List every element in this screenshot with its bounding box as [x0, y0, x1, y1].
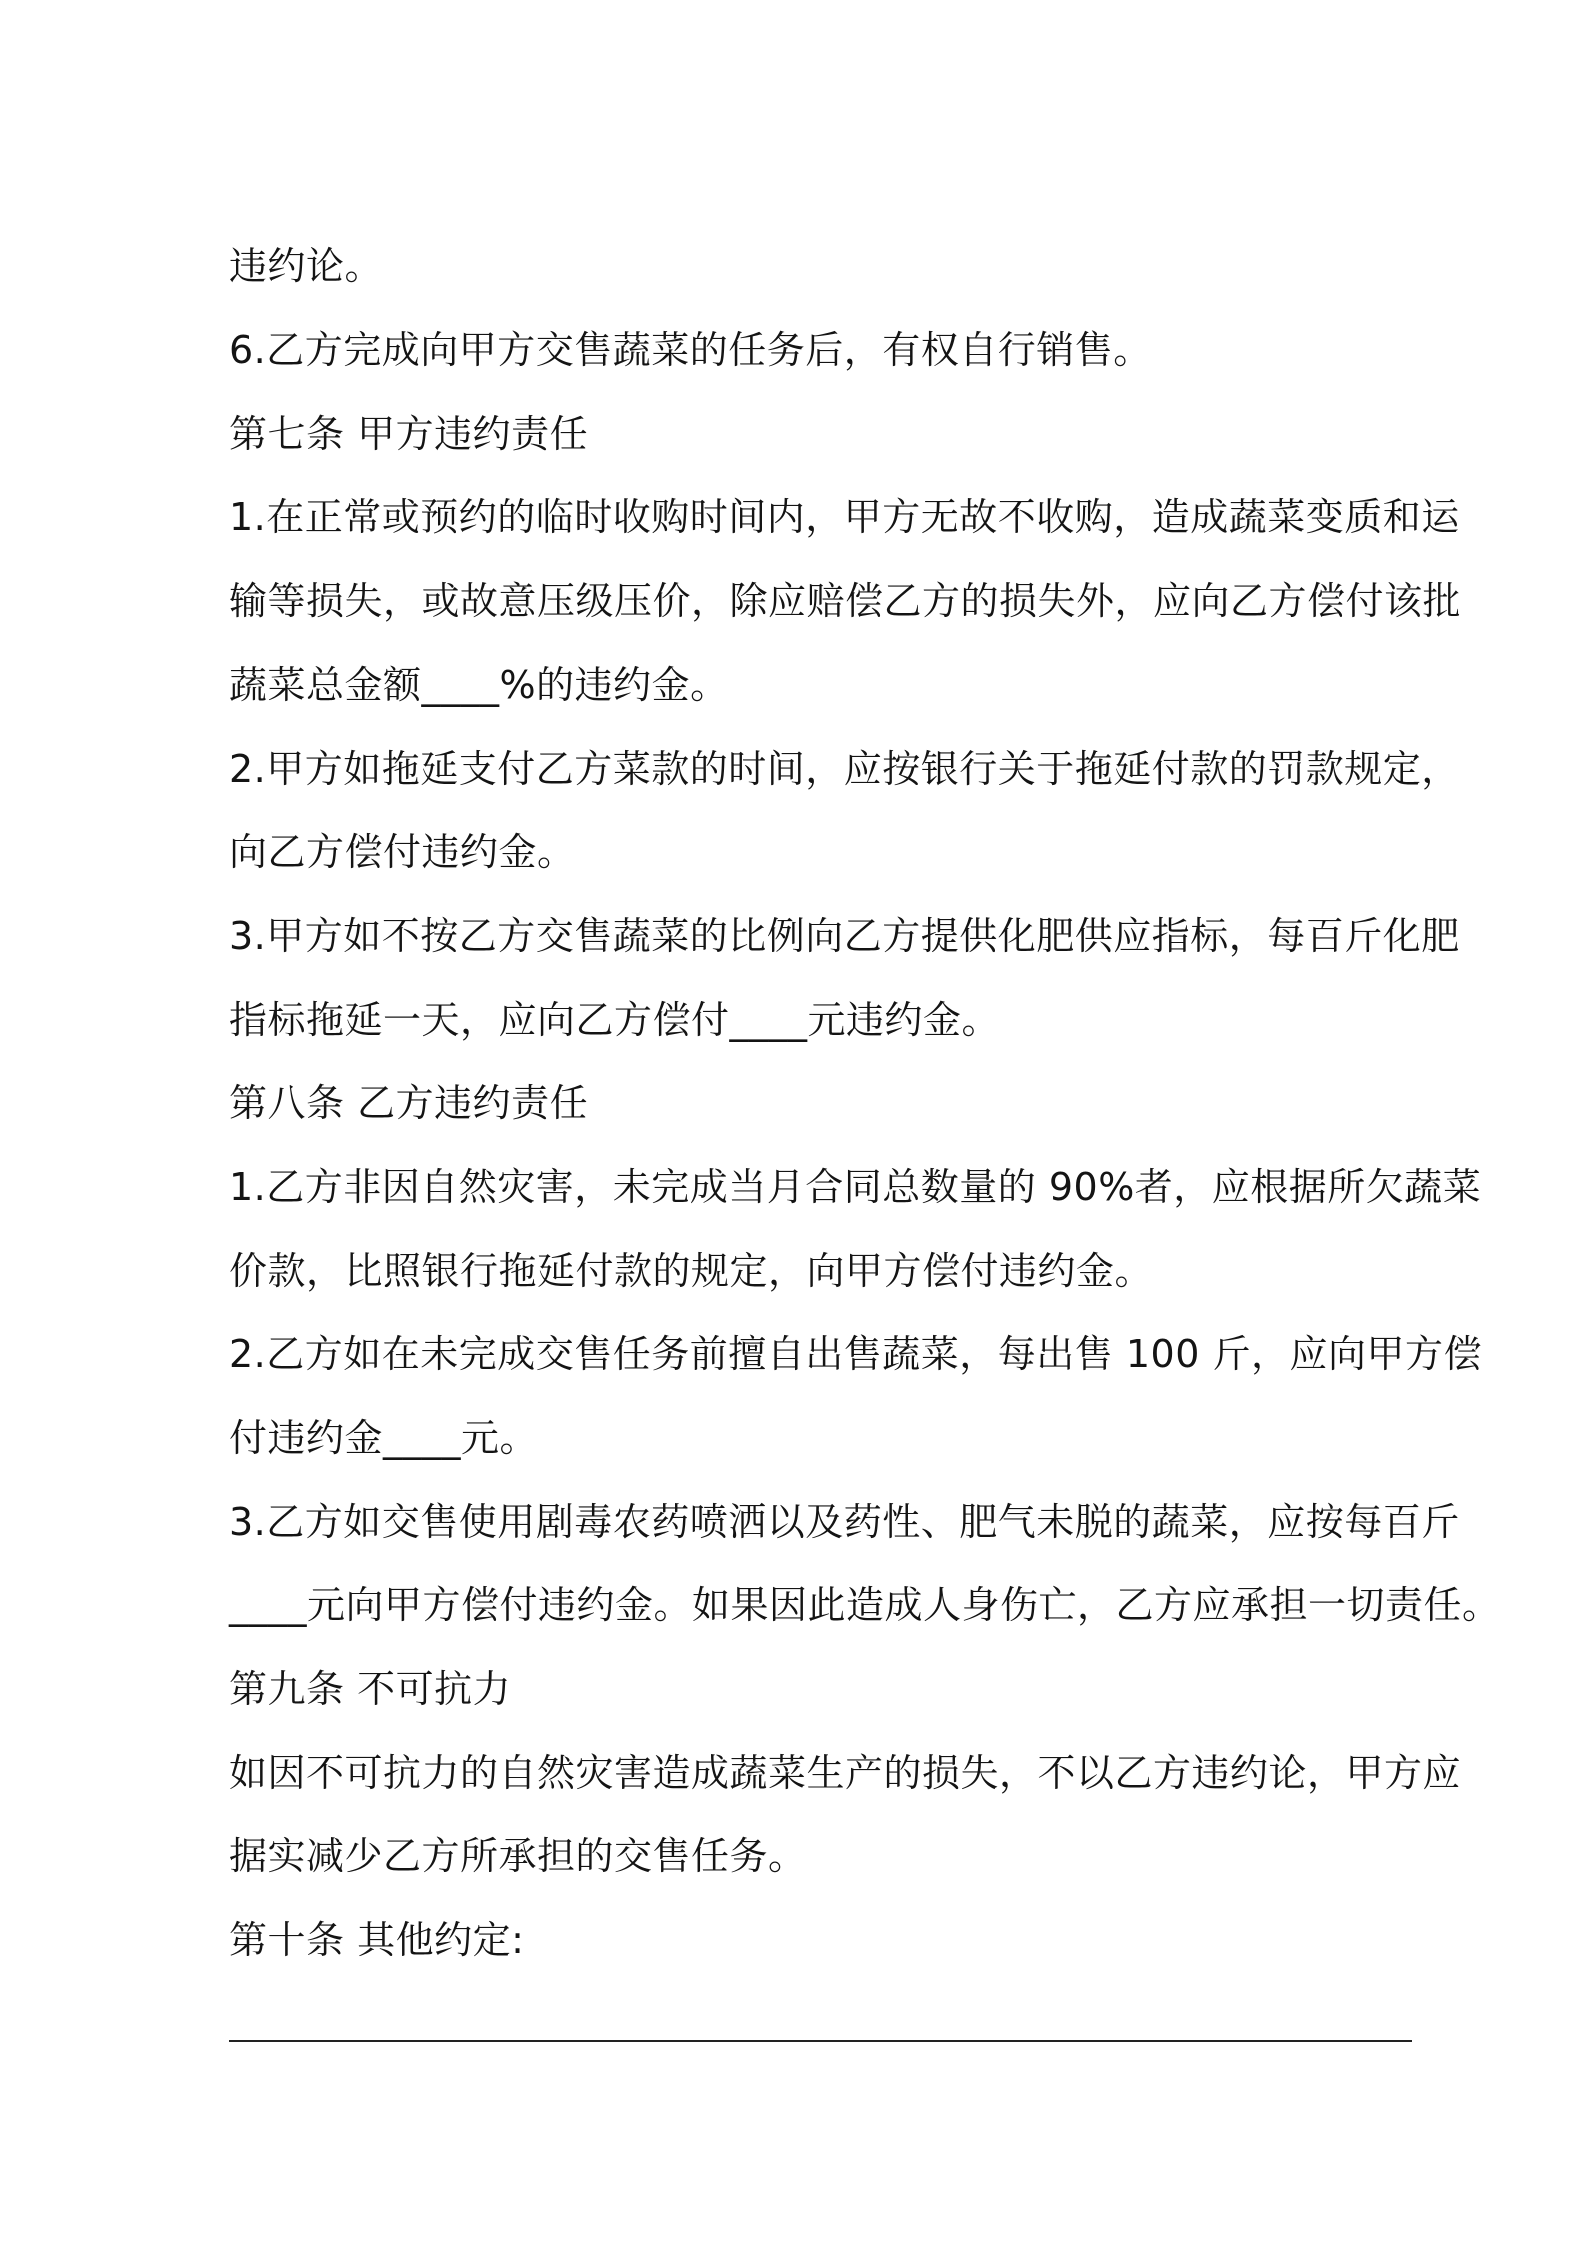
text-line: 付违约金____元。: [229, 1416, 539, 1460]
article-heading: 第七条 甲方违约责任: [229, 412, 589, 456]
text-line: 2.甲方如拖延支付乙方菜款的时间，应按银行关于拖延付款的罚款规定，: [229, 747, 1460, 791]
article-heading: 第八条 乙方违约责任: [229, 1081, 589, 1125]
text-line: 价款，比照银行拖延付款的规定，向甲方偿付违约金。: [229, 1249, 1154, 1293]
text-line: 违约论。: [229, 244, 384, 288]
text-line: 1.乙方非因自然灾害，未完成当月合同总数量的 90%者，应根据所欠蔬菜: [229, 1165, 1482, 1209]
article-heading: 第十条 其他约定:: [229, 1918, 525, 1962]
text-line: 指标拖延一天，应向乙方偿付____元违约金。: [229, 998, 1001, 1042]
text-line: 向乙方偿付违约金。: [229, 830, 576, 874]
text-line: 2.乙方如在未完成交售任务前擅自出售蔬菜，每出售 100 斤，应向甲方偿: [229, 1332, 1482, 1376]
text-line: 3.甲方如不按乙方交售蔬菜的比例向乙方提供化肥供应指标，每百斤化肥: [229, 914, 1460, 958]
text-line: 输等损失，或故意压级压价，除应赔偿乙方的损失外，应向乙方偿付该批: [229, 579, 1462, 623]
text-line: ____元向甲方偿付违约金。如果因此造成人身伤亡，乙方应承担一切责任。: [229, 1583, 1501, 1627]
text-line: 据实减少乙方所承担的交售任务。: [229, 1834, 807, 1878]
text-line: 1.在正常或预约的临时收购时间内，甲方无故不收购，造成蔬菜变质和运: [229, 495, 1460, 539]
article-heading: 第九条 不可抗力: [229, 1667, 512, 1711]
text-line: 3.乙方如交售使用剧毒农药喷洒以及药性、肥气未脱的蔬菜，应按每百斤: [229, 1500, 1460, 1544]
text-line: 如因不可抗力的自然灾害造成蔬菜生产的损失，不以乙方违约论，甲方应: [229, 1751, 1462, 1795]
text-line: 6.乙方完成向甲方交售蔬菜的任务后，有权自行销售。: [229, 328, 1152, 372]
text-line: 蔬菜总金额____%的违约金。: [229, 663, 729, 707]
fill-in-blank-line: [229, 2040, 1412, 2042]
